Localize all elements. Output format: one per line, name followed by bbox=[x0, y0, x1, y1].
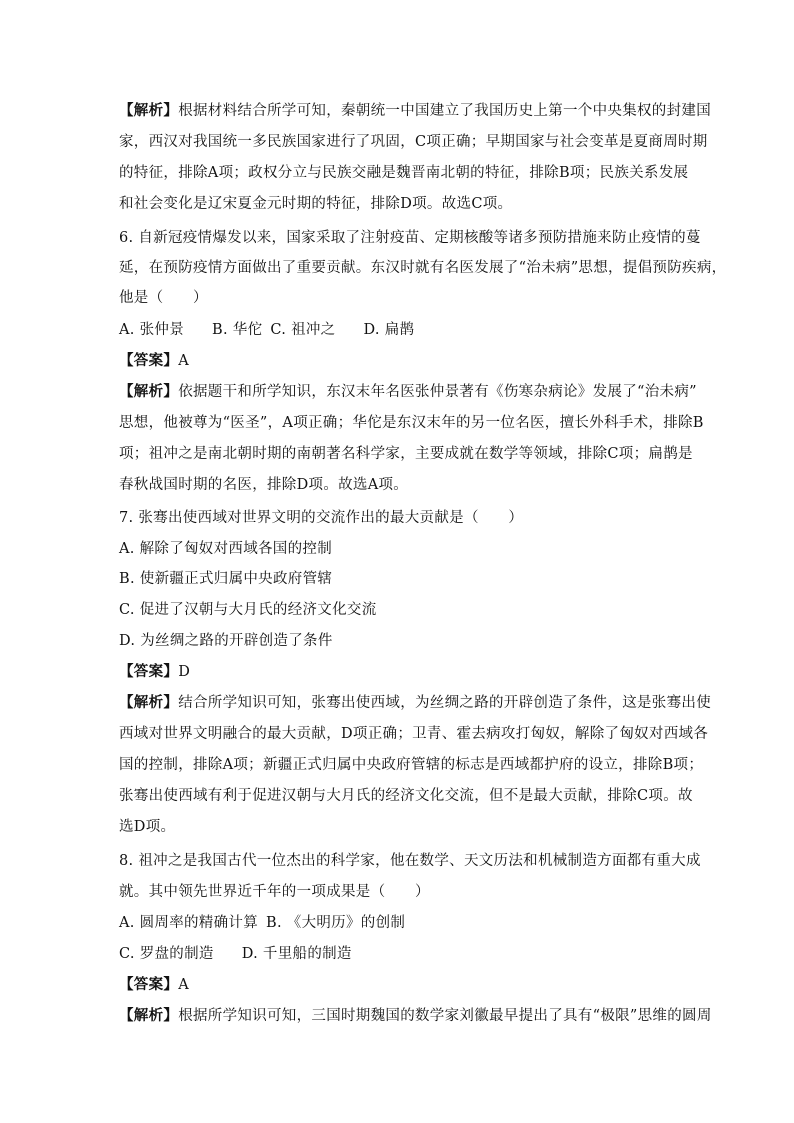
q6-option-c: C. 祖冲之 bbox=[270, 322, 336, 338]
q8-options-row-1 bbox=[119, 913, 679, 933]
q6-option-a: A. 张仲景 bbox=[119, 322, 184, 338]
q8-question-line-2: 就。其中领先世界近千年的一项成果是（ ） bbox=[119, 884, 430, 900]
q8-option-b: B. 《大明历》的创制 bbox=[266, 915, 406, 931]
q7-analysis-line-4: 张骞出使西域有利于促进汉朝与大月氏的经济文化交流，但不是最大贡献，排除C项。故 bbox=[119, 788, 693, 804]
q7-question: 7. 张骞出使西域对世界文明的交流作出的最大贡献是（ ） bbox=[119, 510, 524, 526]
q7-analysis-line-2: 西域对世界文明融合的最大贡献，D项正确；卫青、霍去病攻打匈奴，解除了匈奴对西域各 bbox=[119, 726, 709, 742]
q8-question-line-1: 8. 祖冲之是我国古代一位杰出的科学家，他在数学、天文历法和机械制造方面都有重大成 bbox=[119, 853, 701, 869]
answer-tag: 【答案】 bbox=[119, 977, 179, 993]
q5-analysis-line-4: 和社会变化是辽宋夏金元时期的特征，排除D项。故选C项。 bbox=[119, 196, 513, 212]
q6-answer: 【答案】A bbox=[119, 353, 189, 369]
q6-question-line-2: 延，在预防疫情方面做出了重要贡献。东汉时就有名医发展了“治未病”思想，提倡预防疾病， bbox=[119, 260, 727, 276]
q8-options-row-2 bbox=[119, 944, 679, 964]
q6-question-line-3: 他是（ ） bbox=[119, 290, 208, 306]
q7-answer: 【答案】D bbox=[119, 664, 191, 680]
q8-option-c: C. 罗盘的制造 bbox=[119, 946, 214, 962]
analysis-tag: 【解析】 bbox=[119, 384, 179, 400]
q7-option-b: B. 使新疆正式归属中央政府管辖 bbox=[119, 571, 333, 587]
q8-option-a: A. 圆周率的精确计算 bbox=[119, 915, 258, 931]
q6-analysis-line-1: 【解析】依据题干和所学知识，东汉末年名医张仲景著有《伤寒杂病论》发展了“治未病” bbox=[119, 384, 697, 400]
q5-analysis-line-2: 家，西汉对我国统一多民族国家进行了巩固，C项正确；早期国家与社会变革是夏商周时期 bbox=[119, 134, 708, 150]
q8-option-d: D. 千里船的制造 bbox=[241, 946, 352, 962]
q7-analysis-line-1: 【解析】结合所学知识可知，张骞出使西域，为丝绸之路的开辟创造了条件，这是张骞出使 bbox=[119, 695, 711, 711]
answer-tag: 【答案】 bbox=[119, 664, 179, 680]
q5-analysis-line-3: 的特征，排除A项；政权分立与民族交融是魏晋南北朝的特征，排除B项；民族关系发展 bbox=[119, 165, 689, 181]
q6-options bbox=[119, 320, 679, 340]
q7-analysis-line-3: 国的控制，排除A项；新疆正式归属中央政府管辖的标志是西域都护府的设立，排除B项； bbox=[119, 757, 704, 773]
analysis-tag: 【解析】 bbox=[119, 1008, 179, 1024]
q8-analysis-line-1: 【解析】根据所学知识可知，三国时期魏国的数学家刘徽最早提出了具有“极限”思维的圆周 bbox=[119, 1008, 712, 1024]
q6-option-b: B. 华佗 bbox=[212, 322, 263, 338]
analysis-tag: 【解析】 bbox=[119, 695, 179, 711]
q6-option-d: D. 扁鹊 bbox=[363, 322, 415, 338]
answer-tag: 【答案】 bbox=[119, 353, 179, 369]
q6-analysis-line-2: 思想，他被尊为“医圣”，A项正确；华佗是东汉末年的另一位名医，擅长外科手术，排除B bbox=[119, 415, 704, 431]
q8-answer: 【答案】A bbox=[119, 977, 189, 993]
q6-analysis-line-3: 项；祖冲之是南北朝时期的南朝著名科学家，主要成就在数学等领域，排除C项；扁鹊是 bbox=[119, 446, 693, 462]
q7-analysis-line-5: 选D项。 bbox=[119, 819, 176, 835]
q7-option-a: A. 解除了匈奴对西域各国的控制 bbox=[119, 541, 332, 557]
q7-option-c: C. 促进了汉朝与大月氏的经济文化交流 bbox=[119, 602, 377, 618]
q6-analysis-line-4: 春秋战国时期的名医，排除D项。故选A项。 bbox=[119, 477, 409, 493]
q5-analysis-line-1: 【解析】根据材料结合所学可知，秦朝统一中国建立了我国历史上第一个中央集权的封建国 bbox=[119, 103, 711, 119]
q7-option-d: D. 为丝绸之路的开辟创造了条件 bbox=[119, 633, 333, 649]
q6-question-line-1: 6. 自新冠疫情爆发以来，国家采取了注射疫苗、定期核酸等诸多预防措施来防止疫情的蔓 bbox=[119, 230, 701, 246]
analysis-tag: 【解析】 bbox=[119, 103, 179, 119]
